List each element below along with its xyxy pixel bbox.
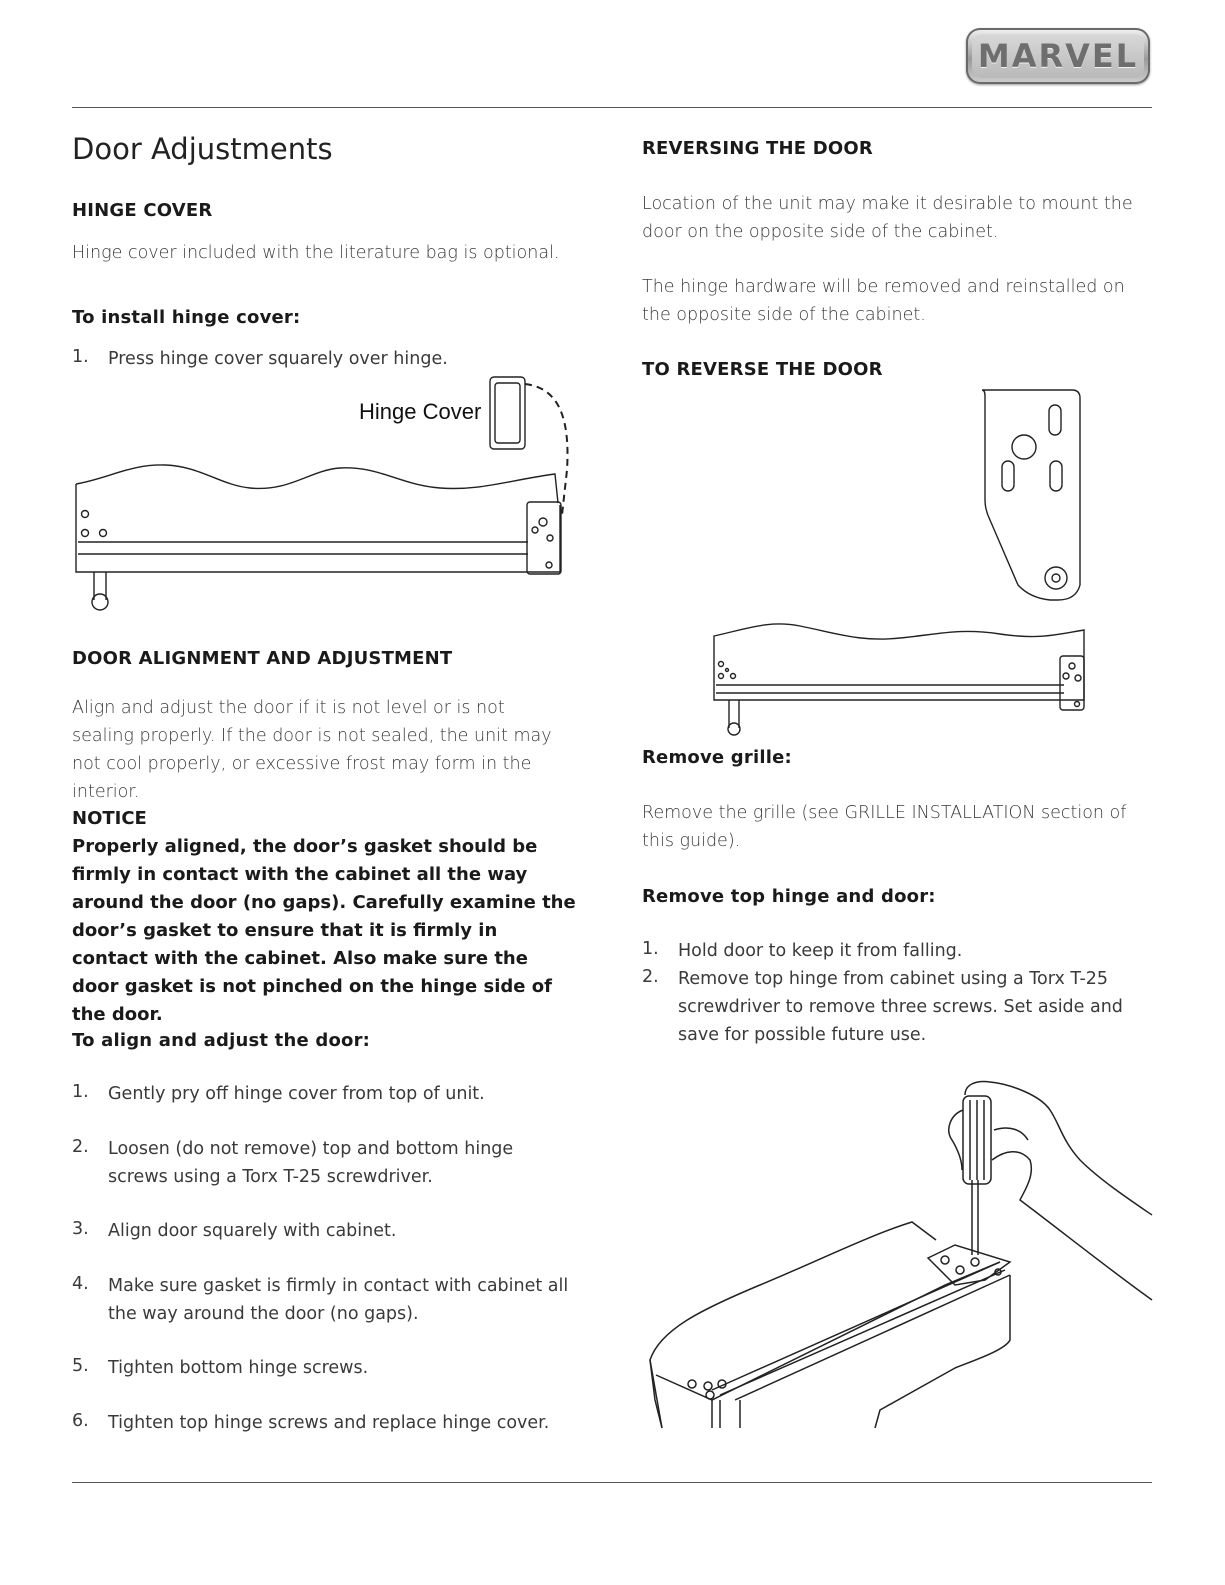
remove-grille-heading: Remove grille: [642, 747, 792, 768]
step-number: 2. [72, 1137, 89, 1157]
step-number: 2. [642, 967, 659, 987]
reversing-p2: The hinge hardware will be removed and reinstalled on the opposite side of the cabinet. [642, 277, 1125, 325]
install-step-1: Press hinge cover squarely over hinge. [108, 349, 448, 369]
align-step-6: Tighten top hinge screws and replace hinge cover. [108, 1413, 550, 1433]
step-number: 4. [72, 1274, 89, 1294]
remove-step-2: Remove top hinge from cabinet using a Torx T-25 screwdriver to remove three screws. Set aside and save for possible future use. [678, 969, 1123, 1045]
align-step-3: Align door squarely with cabinet. [108, 1221, 397, 1241]
align-step-1: Gently pry off hinge cover from top of unit. [108, 1084, 485, 1104]
notice-title: NOTICE [72, 808, 147, 829]
reversing-heading: REVERSING THE DOOR [642, 138, 873, 159]
reversing-p1: Location of the unit may make it desirable to mount the door on the opposite side of the cabinet. [642, 194, 1133, 242]
door-alignment-heading: DOOR ALIGNMENT AND ADJUSTMENT [72, 648, 453, 669]
hinge-cover-intro: Hinge cover included with the literature bag is optional. [72, 243, 560, 263]
step-number: 6. [72, 1411, 89, 1431]
door-alignment-intro: Align and adjust the door if it is not level or is not sealing properly. If the door is not sealed, the unit may not cool properly, or excessive frost may form in the interior. [72, 698, 552, 802]
install-hinge-cover-heading: To install hinge cover: [72, 307, 301, 328]
brand-name: MARVEL [977, 37, 1139, 75]
to-reverse-heading: TO REVERSE THE DOOR [642, 359, 883, 380]
page-title: Door Adjustments [72, 132, 333, 166]
align-step-4: Make sure gasket is firmly in contact with cabinet all the way around the door (no gaps). [108, 1276, 569, 1324]
step-number: 1. [642, 939, 659, 959]
footer-divider [72, 1482, 1152, 1483]
step-number: 5. [72, 1356, 89, 1376]
align-step-2: Loosen (do not remove) top and bottom hinge screws using a Torx T-25 screwdriver. [108, 1139, 514, 1187]
remove-hinge-heading: Remove top hinge and door: [642, 886, 936, 907]
remove-step-1: Hold door to keep it from falling. [678, 941, 963, 961]
align-step-5: Tighten bottom hinge screws. [108, 1358, 369, 1378]
notice-body: Properly aligned, the door’s gasket should be firmly in contact with the cabinet all the way around the door (no gaps). Carefully examine the door’s gasket to ensure that it is firmly in contact with the cabinet. Also make sure the door gasket is not pinched on the hinge side of the door. [72, 836, 576, 1025]
hinge-cover-heading: HINGE COVER [72, 200, 213, 221]
remove-grille-body: Remove the grille (see GRILLE INSTALLATION section of this guide). [642, 803, 1127, 851]
step-number: 1. [72, 347, 89, 367]
step-number: 3. [72, 1219, 89, 1239]
hinge-cover-label: Hinge Cover [359, 399, 482, 424]
align-steps-heading: To align and adjust the door: [72, 1030, 371, 1051]
step-number: 1. [72, 1082, 89, 1102]
